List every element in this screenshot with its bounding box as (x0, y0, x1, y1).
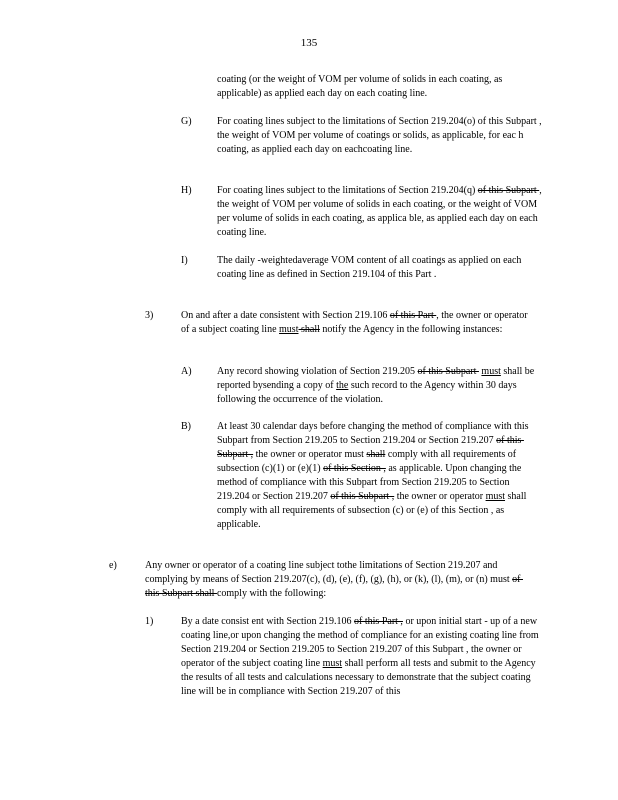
label-3A: A) (181, 366, 192, 377)
text-segment: comply with all requirements of subsection (c)(1) or (e)(1) (217, 449, 519, 474)
text-segment: or upon initial start - up of a new coating line,or upon changing the method of compliance for an existing coating line from Section 219.204 or Section 219.205 to Section 219.207 of this Subpart , the owner or operator of the subject coating line (181, 616, 542, 669)
inserted-text: must (279, 324, 299, 335)
label-3: 3) (145, 310, 154, 321)
struck-text: of this Part (389, 310, 437, 321)
struck-text: of this Subpart shall (145, 574, 523, 599)
label-e: e) (109, 560, 117, 571)
text-segment: Any record showing violation of Section 219.205 (217, 366, 418, 377)
struck-text: of this Part , (354, 616, 403, 627)
text-segment: On and after a date consistent with Section 219.106 (181, 310, 390, 321)
paragraph-continuation: coating (or the weight of VOM per volume of solids in each coating, as applicable) as applied each day on each coating line. (217, 74, 503, 99)
paragraph-I: The daily -weightedaverage VOM content of all coatings as applied on each coating line as defined in Section 219.104 of this Part . (217, 255, 522, 280)
struck-text: shall (298, 324, 320, 335)
text-segment: the owner or operator must (253, 449, 367, 460)
text-segment: shall comply with all requirements of subsection (c) or (e) of this Section , as applicable. (217, 491, 529, 530)
struck-text: of this Subpart (417, 366, 479, 377)
paragraph-3 (181, 309, 537, 337)
paragraph-H (217, 184, 545, 240)
text-segment: such record to the Agency within 30 days following the occurrence of the violation. (217, 380, 520, 405)
text-segment: By a date consist ent with Section 219.106 (181, 616, 355, 627)
paragraph-3B (217, 420, 535, 532)
struck-text: of this Subpart (477, 185, 540, 196)
struck-text: of this Section , (323, 463, 386, 474)
text-segment: Any owner or operator of a coating line subject tothe limitations of Section 219.207 and complying by means of Section 219.207(c), (d), (e), (f), (g), (h), or (k), (l), (m), or (n) must (145, 560, 513, 585)
label-H: H) (181, 185, 192, 196)
inserted-text: must (485, 491, 506, 502)
label-3B: B) (181, 421, 191, 432)
paragraph-e1 (181, 615, 542, 699)
label-G: G) (181, 116, 192, 127)
inserted-text: the (336, 380, 349, 391)
text-segment: comply with the following: (216, 588, 327, 599)
inserted-text: must (322, 658, 343, 669)
text-segment: the owner or operator (394, 491, 486, 502)
text-segment: For coating lines subject to the limitations of Section 219.204(q) (217, 185, 478, 196)
struck-text: of this Subpart , (330, 491, 395, 502)
text-segment: shall perform all tests and submit to the Agency the results of all tests and calculations necessary to demonstrate that the subject coating line will be in compliance with Section 219.207 of this (181, 658, 539, 697)
text-segment: , the weight of VOM per volume of solids in each coating, or the weight of VOM per volume of solids in each coating, as applica ble, as applied each day on each coating line. (217, 185, 545, 238)
label-I: I) (181, 255, 188, 266)
text-segment: At least 30 calendar days before changing the method of compliance with this Subpart from Section 219.205 to Section 219.204 or Section 219.207 (217, 421, 532, 446)
paragraph-G: For coating lines subject to the limitations of Section 219.204(o) of this Subpart , the weight of VOM per volume of coatings or solids, as applicable, for eac h coating, as applied each day on eachcoating line. (217, 116, 542, 155)
struck-text: of this Subpart , (217, 435, 524, 460)
inserted-text: must (481, 366, 501, 377)
paragraph-3A (217, 365, 535, 407)
text-segment: shall be reported bysending a copy of (217, 366, 537, 391)
struck-text: shall (366, 449, 386, 460)
paragraph-e (145, 559, 535, 601)
text-segment: , the owner or operator of a subject coating line (181, 310, 531, 335)
text-segment: as applicable. Upon changing the method of compliance with this Subpart from Section 219.205 to Section 219.204 or Section 219.207 (217, 463, 524, 502)
label-e1: 1) (145, 616, 154, 627)
page-number: 135 (300, 37, 318, 49)
text-segment: notify the Agency in the following instances: (319, 324, 503, 335)
